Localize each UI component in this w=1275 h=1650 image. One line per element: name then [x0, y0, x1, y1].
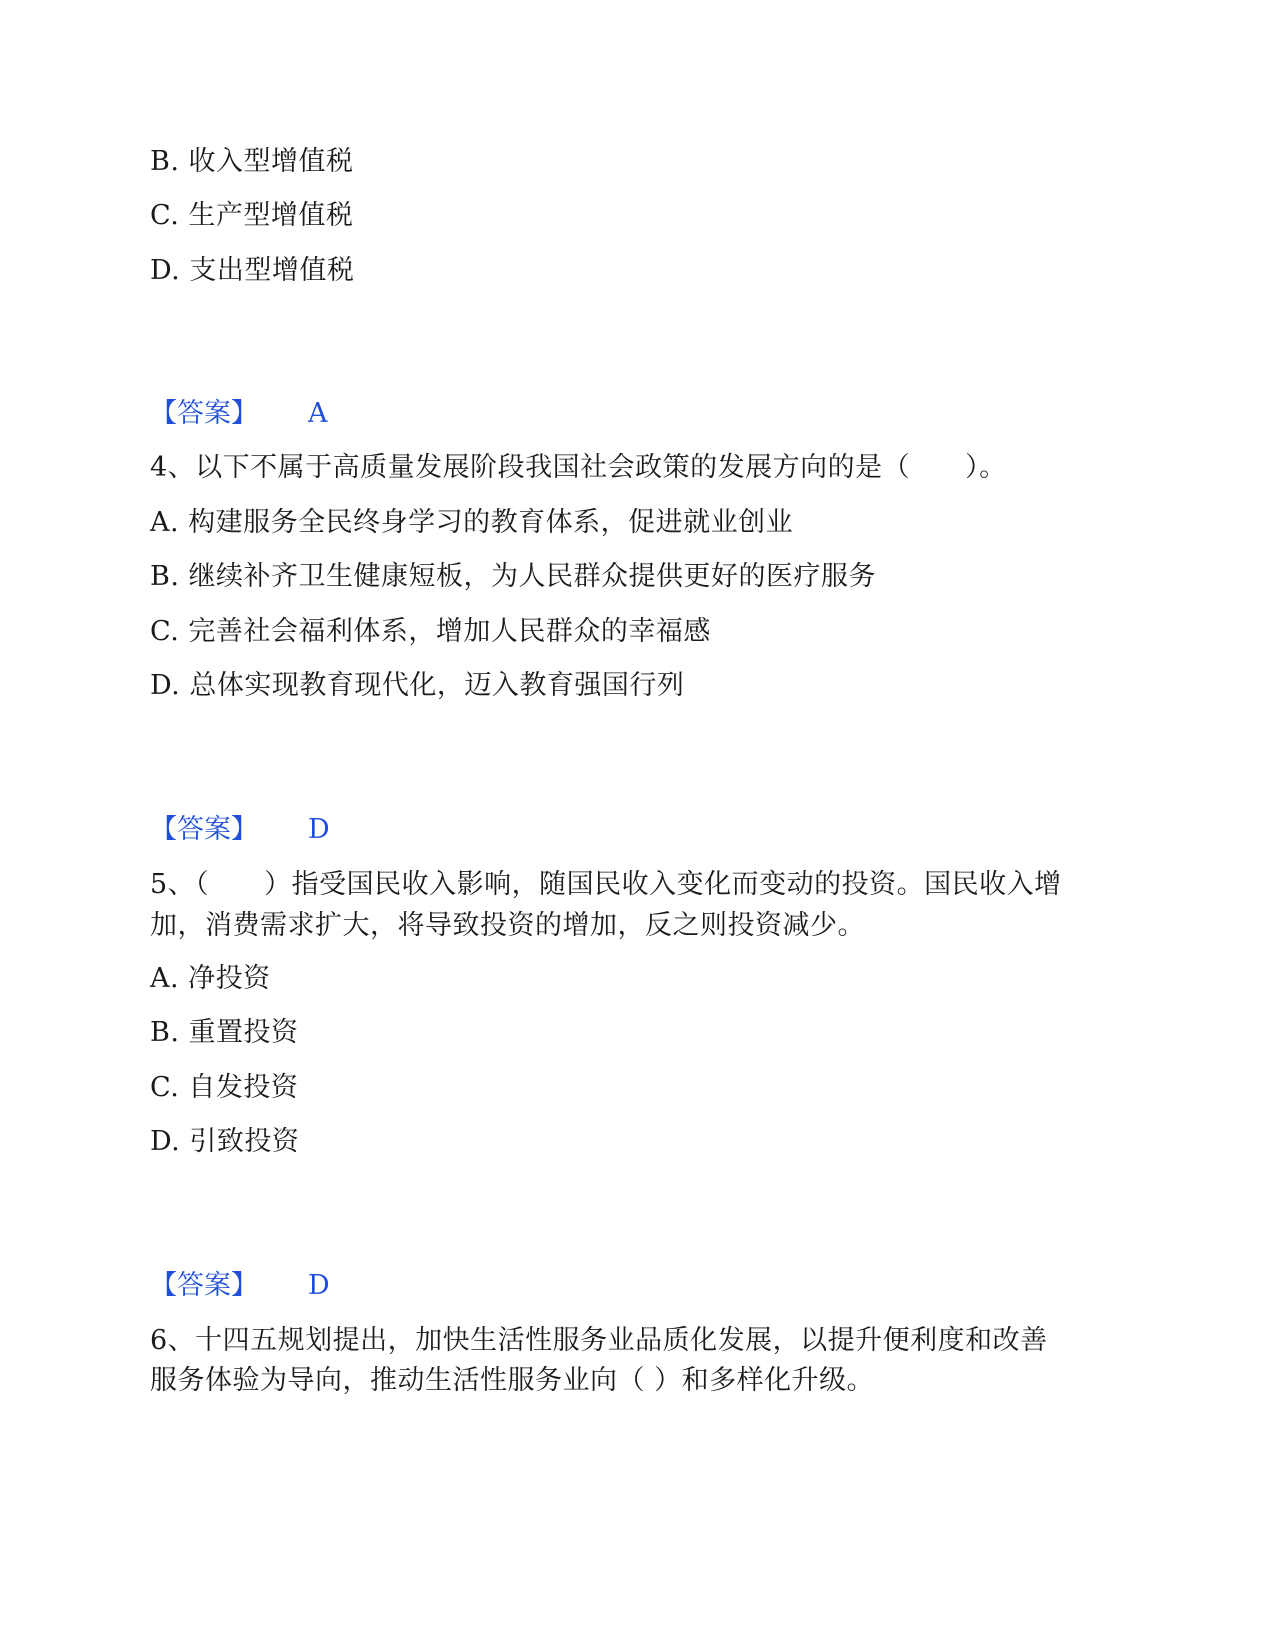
q4-option-c: C. 完善社会福利体系，增加人民群众的幸福感 — [150, 616, 711, 647]
q5-option-b: B. 重置投资 — [150, 1017, 299, 1048]
answer-value: D — [308, 1270, 330, 1301]
answer-value: D — [308, 814, 330, 845]
q5-stem-line2: 加，消费需求扩大，将导致投资的增加，反之则投资减少。 — [150, 910, 865, 941]
q3-option-d: D. 支出型增值税 — [150, 255, 355, 286]
answer-value: A — [308, 398, 328, 429]
q3-answer — [150, 398, 328, 430]
q5-option-c: C. 自发投资 — [150, 1072, 299, 1103]
q5-answer — [150, 1270, 330, 1302]
q5-stem-line1: 5、（ ）指受国民收入影响，随国民收入变化而变动的投资。国民收入增 — [150, 869, 1062, 900]
q4-option-a: A. 构建服务全民终身学习的教育体系，促进就业创业 — [150, 507, 794, 538]
answer-label: 【答案】 — [150, 1270, 258, 1301]
q6-stem-line1: 6、十四五规划提出，加快生活性服务业品质化发展，以提升便利度和改善 — [150, 1325, 1048, 1356]
q3-option-b: B. 收入型增值税 — [150, 146, 354, 177]
answer-label: 【答案】 — [150, 398, 258, 429]
q4-answer — [150, 814, 330, 846]
q4-stem: 4、以下不属于高质量发展阶段我国社会政策的发展方向的是（ ）。 — [150, 452, 1007, 483]
q4-option-d: D. 总体实现教育现代化，迈入教育强国行列 — [150, 670, 685, 701]
q3-option-c: C. 生产型增值税 — [150, 200, 354, 231]
answer-label: 【答案】 — [150, 814, 258, 845]
q4-option-b: B. 继续补齐卫生健康短板，为人民群众提供更好的医疗服务 — [150, 561, 877, 592]
q5-option-a: A. 净投资 — [150, 963, 271, 994]
q5-option-d: D. 引致投资 — [150, 1126, 300, 1157]
q6-stem-line2: 服务体验为导向，推动生活性服务业向（ ）和多样化升级。 — [150, 1365, 875, 1396]
